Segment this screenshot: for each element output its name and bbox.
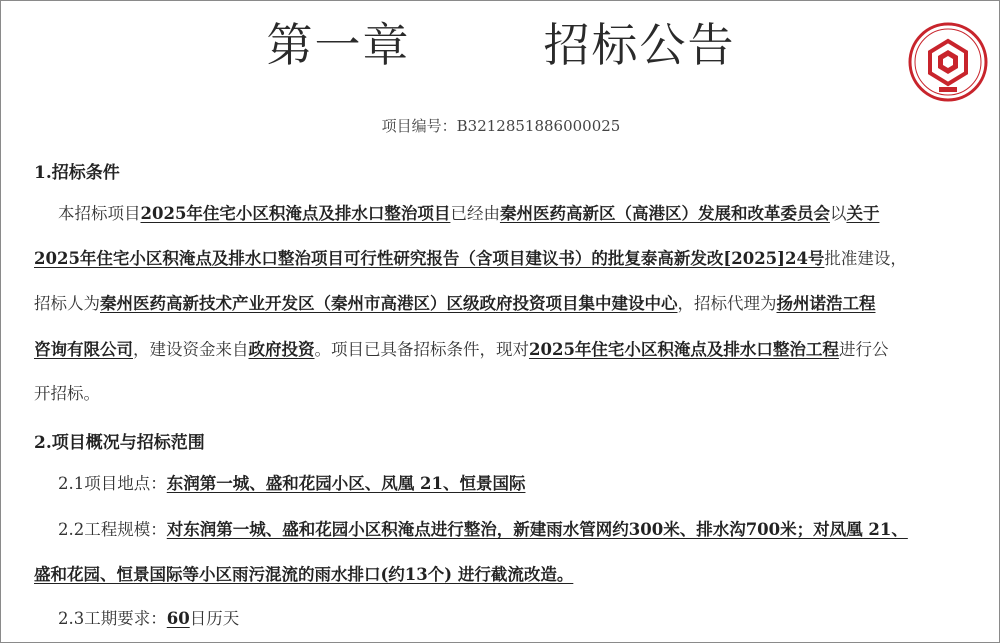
text-segment: 已经由 [450, 204, 500, 223]
seal-icon [907, 21, 989, 103]
text-segment: 开招标。 [34, 384, 100, 403]
approval-doc-start: 关于 [846, 204, 880, 223]
project-location: 东润第一城、盛和花园小区、凤凰 21、恒景国际 [166, 474, 526, 493]
paragraph-line [34, 247, 974, 271]
paragraph-line [34, 382, 974, 406]
text-segment: 招标人为 [34, 294, 100, 313]
approval-authority: 秦州医药高新区（高港区）发展和改革委员会 [499, 204, 830, 223]
paragraph-line [58, 607, 998, 631]
item-label: 2.1项目地点： [58, 474, 167, 493]
duration-value: 60 [166, 609, 190, 628]
text-segment: 。项目已具备招标条件，现对 [314, 340, 529, 359]
paragraph-line [34, 292, 974, 316]
project-name-2: 2025年住宅小区积淹点及排水口整治工程 [529, 340, 839, 359]
text-segment: 本招标项目 [58, 204, 141, 223]
paragraph-line [34, 338, 974, 362]
section-heading-1: 1.招标条件 [34, 163, 120, 183]
project-scale-cont: 盛和花园、恒景国际等小区雨污混流的雨水排口(约13个) 进行截流改造。 [34, 565, 574, 584]
tenderer-name: 秦州医药高新技术产业开发区（秦州市高港区）区级政府投资项目集中建设中心 [100, 294, 678, 313]
text-segment: ，招标代理为 [677, 294, 777, 313]
text-segment: 日历天 [189, 609, 240, 628]
funding-source: 政府投资 [248, 340, 315, 359]
project-scale: 对东润第一城、盛和花园小区积淹点进行整治，新建雨水管网约300米、排水沟700米；对凤凰 21、 [166, 520, 908, 539]
project-name: 2025年住宅小区积淹点及排水口整治项目 [140, 204, 451, 223]
text-segment: 进行公 [838, 340, 889, 359]
text-segment: 以 [829, 204, 847, 223]
paragraph-line [58, 202, 998, 226]
project-number: 项目编号：B3212851886000025 [381, 117, 621, 135]
chapter-title: 第一章 招标公告 [266, 18, 736, 72]
text-segment: 批准建设， [824, 249, 907, 268]
paragraph-line [58, 518, 998, 542]
item-label: 2.3工期要求： [58, 609, 167, 628]
item-label: 2.2工程规模： [58, 520, 167, 539]
section-heading-2: 2.项目概况与招标范围 [34, 433, 205, 453]
text-segment: ，建设资金来自 [133, 340, 249, 359]
agency-name-end: 咨询有限公司 [34, 340, 133, 359]
approval-document: 2025年住宅小区积淹点及排水口整治项目可行性研究报告（含项目建议书）的批复泰高新发改[2025]24号 [34, 249, 825, 268]
paragraph-line [58, 472, 998, 496]
paragraph-line [34, 563, 974, 587]
agency-name: 扬州诺浩工程 [776, 294, 876, 313]
